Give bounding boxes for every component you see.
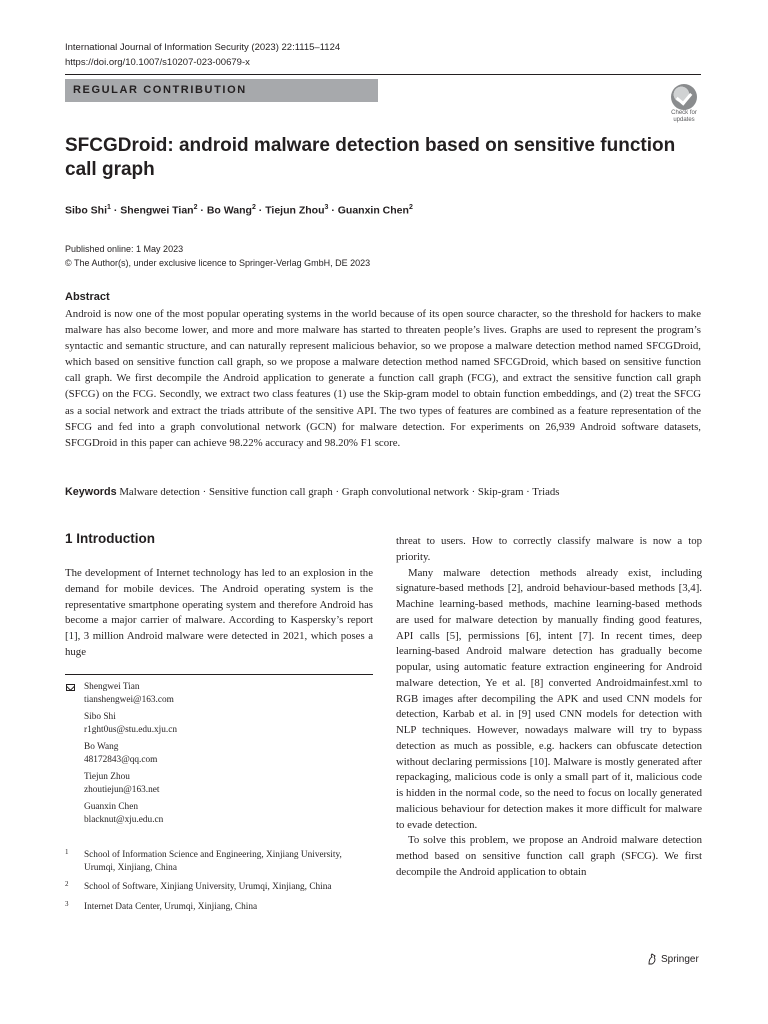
footnote-rule xyxy=(65,674,373,675)
author-name[interactable]: Bo Wang xyxy=(206,204,252,217)
contact-entry xyxy=(65,801,373,826)
contact-email[interactable]: r1ght0us@stu.edu.xju.cn xyxy=(84,724,178,735)
affiliation-number: 1 xyxy=(65,848,69,856)
contact-name: Sibo Shi xyxy=(84,712,116,722)
contact-name: Guanxin Chen xyxy=(84,802,138,812)
author-name[interactable]: Shengwei Tian xyxy=(120,204,194,217)
affiliation-entry xyxy=(65,849,373,874)
contact-name: Tiejun Zhou xyxy=(84,772,130,782)
affiliation-entry xyxy=(65,881,373,894)
doi-link[interactable]: https://doi.org/10.1007/s10207-023-00679-x xyxy=(65,57,250,68)
envelope-icon xyxy=(66,684,75,691)
contact-email[interactable]: tianshengwei@163.com xyxy=(84,694,174,705)
affiliations xyxy=(65,849,373,920)
author-affiliation-mark: 2 xyxy=(408,204,413,211)
keywords-line xyxy=(65,485,705,500)
publisher-footer xyxy=(647,953,699,965)
journal-citation xyxy=(65,40,340,70)
article-type-banner: REGULAR CONTRIBUTION xyxy=(65,79,378,102)
header-rule xyxy=(65,74,701,75)
section-heading: 1 Introduction xyxy=(65,531,155,546)
article-title: SFCGDroid: android malware detection based on sensitive function call graph xyxy=(65,135,676,180)
affiliation-entry xyxy=(65,901,373,914)
publication-info xyxy=(65,242,370,270)
author-affiliation-mark: 1 xyxy=(107,204,111,211)
author-name[interactable]: Sibo Shi xyxy=(65,204,107,217)
author-affiliation-mark: 2 xyxy=(193,204,198,211)
author-affiliation-mark: 3 xyxy=(324,204,329,211)
affiliation-text: School of Information Science and Engineering, Xinjiang University, Urumqi, Xinjiang, China xyxy=(84,850,342,873)
contact-entry xyxy=(65,711,373,736)
contact-email[interactable]: zhoutiejun@163.net xyxy=(84,784,160,795)
contact-name: Bo Wang xyxy=(84,742,119,752)
journal-line: International Journal of Information Security (2023) 22:1115–1124 xyxy=(65,42,341,53)
contact-entry xyxy=(65,741,373,766)
publisher-name: Springer xyxy=(661,953,699,965)
abstract-text: Android is now one of the most popular operating systems in the world because of its open source character, so the threshold for hackers to make malware has also become lower, and more and more malware has started to threaten people’s lives. Graphs are used to represent the program’s syntactic and semantic structure, and can naturally represent malicious behavior, so we propose a malware detection method named SFCGDroid, which based on sensitive function call graph, so we propose a malware detection method named SFCGDroid, which based on sensitive function call graph. We first decompile the Android application to generate a function call graph (FCG), and extract the sensitive function call graph (SFCG) on the FCG. Secondly, we extract two class features (1) use the Skip-gram model to obtain function embeddings, and (2) treat the SFCG as a social network and extract the triads attribute of the sensitive API. The two types of features are combined as a feature representation of the SFCG and fed into a graph convolutional network (GCN) for malware detection. For experiments on 26,939 Android software datasets, SFCGDroid in this paper can achieve 98.22% accuracy and 98.20% F1 score. xyxy=(65,308,701,449)
intro-paragraph-left: The development of Internet technology has led to an explosion in the demand for mobile devices. The Android operating system is the representative smartphone operating system and therefore Android has become a major carrier of malware. According to Kaspersky’s report [1], 3 million Android malware were detected in 2021, which poses a huge xyxy=(65,567,373,658)
affiliation-number: 3 xyxy=(65,899,69,908)
contact-email[interactable]: blacknut@xju.edu.cn xyxy=(84,814,164,825)
contact-entry xyxy=(65,771,373,796)
author-name[interactable]: Tiejun Zhou xyxy=(265,204,325,217)
contact-name: Shengwei Tian xyxy=(84,682,140,692)
intro-paragraph: Many malware detection methods already exist, including signature-based methods [2], android behaviour-based methods [3,4]. Machine learning-based methods, machine learning-based methods are used for malware detection by manually finding good features, API calls [5], permissions [6], intent [7]. In recent times, deep learning-based Android malware detection has gradually become popular, using automatic feature extraction engineering for Android malware detection, Ye et al. [8] converted Androidmainfest.xml to RGB images after decompiling the APK and used CNN models for detection, Karbab et al. in [9] used CNN models for detection with NLP techniques. However, nowadays malware will try to bypass detection as much as possible, e.g. hackers can obfuscate detection without declaring permissions [10]. Malware is mostly generated after repackaging, malicious code is only a small part of it, malicious code is hidden in the normal code, so the need to focus on locally generated malicious behaviour for detection makes it more difficult for malware to evade detection. xyxy=(396,566,702,831)
check-updates-icon xyxy=(671,84,697,110)
badge-line-1: Check for xyxy=(671,110,697,116)
affiliation-number: 2 xyxy=(65,880,69,888)
affiliation-text: Internet Data Center, Urumqi, Xinjiang, China xyxy=(84,901,258,912)
springer-logo-icon xyxy=(647,953,657,965)
keywords-list: Malware detection · Sensitive function call graph · Graph convolutional network · Skip-gram · Triads xyxy=(119,486,560,498)
badge-line-2: updates xyxy=(673,117,695,123)
author-list: Sibo Shi$^1$ · Shengwei Tian$^2$ · Bo Wang$^2$ · Tiejun Zhou$^3$ · Guanxin Chen$^2$ xyxy=(65,204,413,217)
affiliation-text: School of Software, Xinjiang University, Urumqi, Xinjiang, China xyxy=(84,882,332,892)
published-date: Published online: 1 May 2023 xyxy=(65,244,184,254)
contact-email[interactable]: 48172843@qq.com xyxy=(84,754,158,765)
author-contacts xyxy=(65,681,373,831)
intro-right-column xyxy=(396,534,702,881)
author-name[interactable]: Guanxin Chen xyxy=(337,204,409,217)
contact-entry xyxy=(65,681,373,706)
intro-paragraph: To solve this problem, we propose an Android malware detection method based on sensitive function call graph (SFCG). We first decompile the Android application to obtain xyxy=(396,834,702,878)
author-affiliation-mark: 2 xyxy=(251,204,256,211)
check-for-updates-badge[interactable] xyxy=(664,84,704,124)
keywords-heading: Keywords xyxy=(65,486,117,498)
intro-paragraph: threat to users. How to correctly classify malware is now a top priority. xyxy=(396,535,702,563)
abstract-heading: Abstract xyxy=(65,291,110,303)
copyright-notice: © The Author(s), under exclusive licence to Springer-Verlag GmbH, DE 2023 xyxy=(65,258,371,268)
